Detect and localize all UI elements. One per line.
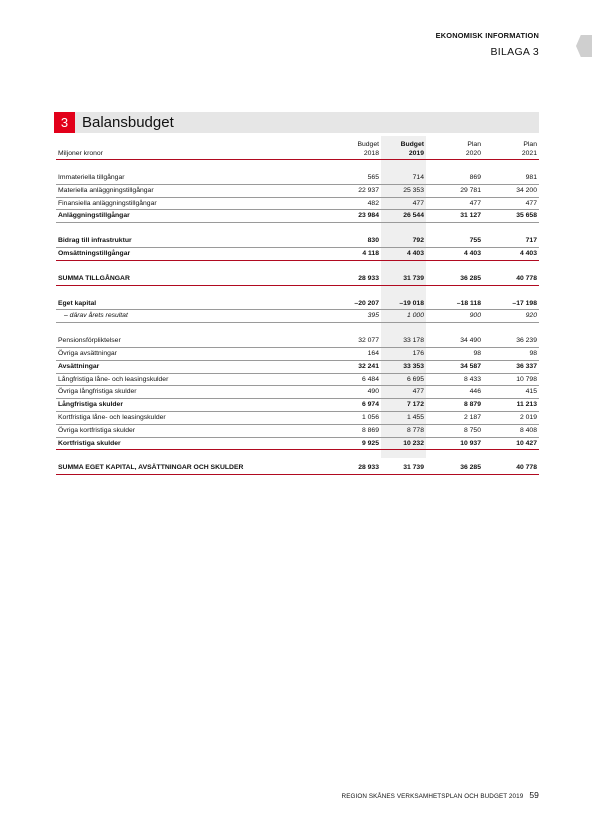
spacer-row	[56, 223, 539, 236]
cell: 35 658	[483, 210, 539, 223]
cell: 31 739	[381, 273, 426, 285]
cell: 395	[306, 310, 381, 323]
row-label: Kortfristiga låne- och leasingskulder	[56, 411, 306, 424]
row-label: Övriga kortfristiga skulder	[56, 424, 306, 437]
cell: 10 427	[483, 437, 539, 450]
cell: 25 353	[381, 184, 426, 197]
section-header: EKONOMISK INFORMATION	[435, 31, 539, 40]
cell: –19 018	[399, 299, 424, 307]
cell: 11 213	[483, 399, 539, 412]
page-tab-marker	[576, 35, 592, 57]
cell: 1 455	[381, 411, 426, 424]
table-row	[56, 424, 539, 437]
spacer-row	[56, 285, 539, 298]
row-label: Omsättningstillgångar	[56, 247, 306, 260]
cell: 920	[483, 310, 539, 323]
balance-table-container	[56, 136, 539, 472]
cell: 31 127	[426, 210, 483, 223]
cell: 6 974	[306, 399, 381, 412]
row-label: – därav årets resultat	[56, 310, 306, 323]
cell: 8 750	[426, 424, 483, 437]
row-label: Eget kapital	[58, 299, 97, 307]
column-header-budget-2018: Budget 2018	[357, 141, 379, 157]
cell: 23 984	[306, 210, 381, 223]
title-bar	[54, 112, 539, 133]
cell: 792	[412, 237, 424, 245]
cell: 40 778	[483, 462, 539, 474]
column-header-plan-2020: Plan 2020	[465, 141, 481, 157]
cell: 28 933	[306, 462, 381, 474]
cell: 981	[525, 174, 537, 181]
cell: 446	[426, 386, 483, 399]
cell: 10 798	[483, 373, 539, 386]
cell: 1 056	[306, 411, 381, 424]
cell: 36 285	[426, 462, 483, 474]
table-row	[56, 347, 539, 360]
table-row	[56, 184, 539, 197]
cell: 8 869	[306, 424, 381, 437]
cell: 33 178	[403, 337, 424, 345]
cell: 31 739	[381, 462, 426, 474]
table-row	[56, 386, 539, 399]
cell: 10 232	[381, 437, 426, 450]
row-label: Kortfristiga skulder	[56, 437, 306, 450]
cell: 34 490	[460, 337, 481, 345]
spacer-row	[56, 323, 539, 336]
cell: 4 403	[426, 247, 483, 260]
cell: 482	[306, 197, 381, 210]
cell: 477	[483, 197, 539, 210]
spacer-row	[56, 450, 539, 463]
row-label: Materiella anläggningstillgångar	[56, 184, 306, 197]
cell: 7 172	[381, 399, 426, 412]
cell: 36 337	[483, 360, 539, 373]
table-row	[56, 247, 539, 260]
cell: 1 000	[381, 310, 426, 323]
row-label: Långfristiga låne- och leasingskulder	[56, 373, 306, 386]
cell: 717	[525, 237, 537, 245]
cell: 98	[483, 347, 539, 360]
table-row	[56, 373, 539, 386]
row-label: Avsättningar	[56, 360, 306, 373]
cell: 4 403	[381, 247, 426, 260]
cell: 8 408	[483, 424, 539, 437]
cell: 415	[483, 386, 539, 399]
cell: 32 077	[358, 337, 379, 345]
cell: 6 484	[306, 373, 381, 386]
row-label: Bidrag till infrastruktur	[58, 237, 132, 245]
row-label: SUMMA TILLGÅNGAR	[56, 273, 306, 285]
cell: 33 353	[381, 360, 426, 373]
cell: 6 695	[381, 373, 426, 386]
cell: 755	[469, 237, 481, 245]
cell: 4 403	[483, 247, 539, 260]
cell: 40 778	[483, 273, 539, 285]
cell: 2 019	[483, 411, 539, 424]
table-row	[56, 335, 539, 347]
table-row	[56, 197, 539, 210]
table-row	[56, 172, 539, 184]
unit-label: Miljoner kronor	[58, 150, 103, 157]
table-row	[56, 298, 539, 310]
cell: 477	[381, 197, 426, 210]
footer-text: REGION SKÅNES VERKSAMHETSPLAN OCH BUDGET 2019	[341, 793, 524, 800]
page-title: Balansbudget	[82, 114, 174, 131]
cell: 98	[426, 347, 483, 360]
cell: 565	[367, 174, 379, 181]
cell: 477	[426, 197, 483, 210]
cell: 28 933	[306, 273, 381, 285]
cell: 714	[412, 174, 424, 181]
section-number-badge: 3	[54, 112, 75, 133]
appendix-label: BILAGA 3	[490, 46, 539, 58]
cell: 830	[367, 237, 379, 245]
cell: 36 239	[516, 337, 537, 345]
page-footer	[342, 790, 539, 800]
cell: –20 207	[354, 299, 379, 307]
spacer-row	[56, 260, 539, 273]
row-label: Långfristiga skulder	[56, 399, 306, 412]
table-row	[56, 399, 539, 412]
table-row	[56, 437, 539, 450]
table-row	[56, 210, 539, 223]
cell: 176	[381, 347, 426, 360]
cell: 164	[306, 347, 381, 360]
spacer-row	[56, 160, 539, 173]
table-row	[56, 360, 539, 373]
cell: 9 925	[306, 437, 381, 450]
column-header-plan-2021: Plan 2021	[521, 141, 537, 157]
cell: 8 433	[426, 373, 483, 386]
table-row	[56, 310, 539, 323]
cell: 36 285	[426, 273, 483, 285]
cell: 2 187	[426, 411, 483, 424]
row-label: Immateriella tillgångar	[58, 174, 125, 181]
cell: 34 587	[426, 360, 483, 373]
row-label: Övriga långfristiga skulder	[56, 386, 306, 399]
cell: 29 781	[426, 184, 483, 197]
cell: –17 198	[512, 299, 537, 307]
cell: 8 879	[426, 399, 483, 412]
table-header-row	[56, 136, 539, 160]
row-label: Pensionsförpliktelser	[58, 337, 121, 345]
cell: 22 937	[306, 184, 381, 197]
cell: 10 937	[426, 437, 483, 450]
column-header-budget-2019: Budget 2019	[400, 141, 424, 157]
cell: 900	[426, 310, 483, 323]
table-row	[56, 462, 539, 474]
cell: 26 544	[381, 210, 426, 223]
cell: 34 200	[483, 184, 539, 197]
cell: 32 241	[306, 360, 381, 373]
page-number: 59	[529, 790, 539, 800]
cell: 4 118	[306, 247, 381, 260]
row-label: Finansiella anläggningstillgångar	[56, 197, 306, 210]
table-row	[56, 411, 539, 424]
cell: –18 118	[456, 299, 481, 307]
row-label: Anläggningstillgångar	[56, 210, 306, 223]
row-label: Övriga avsättningar	[56, 347, 306, 360]
balance-budget-table	[56, 136, 539, 475]
cell: 490	[306, 386, 381, 399]
table-row	[56, 235, 539, 247]
row-label: SUMMA EGET KAPITAL, AVSÄTTNINGAR OCH SKULDER	[56, 462, 306, 474]
cell: 869	[469, 174, 481, 181]
table-row	[56, 273, 539, 285]
cell: 8 778	[381, 424, 426, 437]
cell: 477	[381, 386, 426, 399]
